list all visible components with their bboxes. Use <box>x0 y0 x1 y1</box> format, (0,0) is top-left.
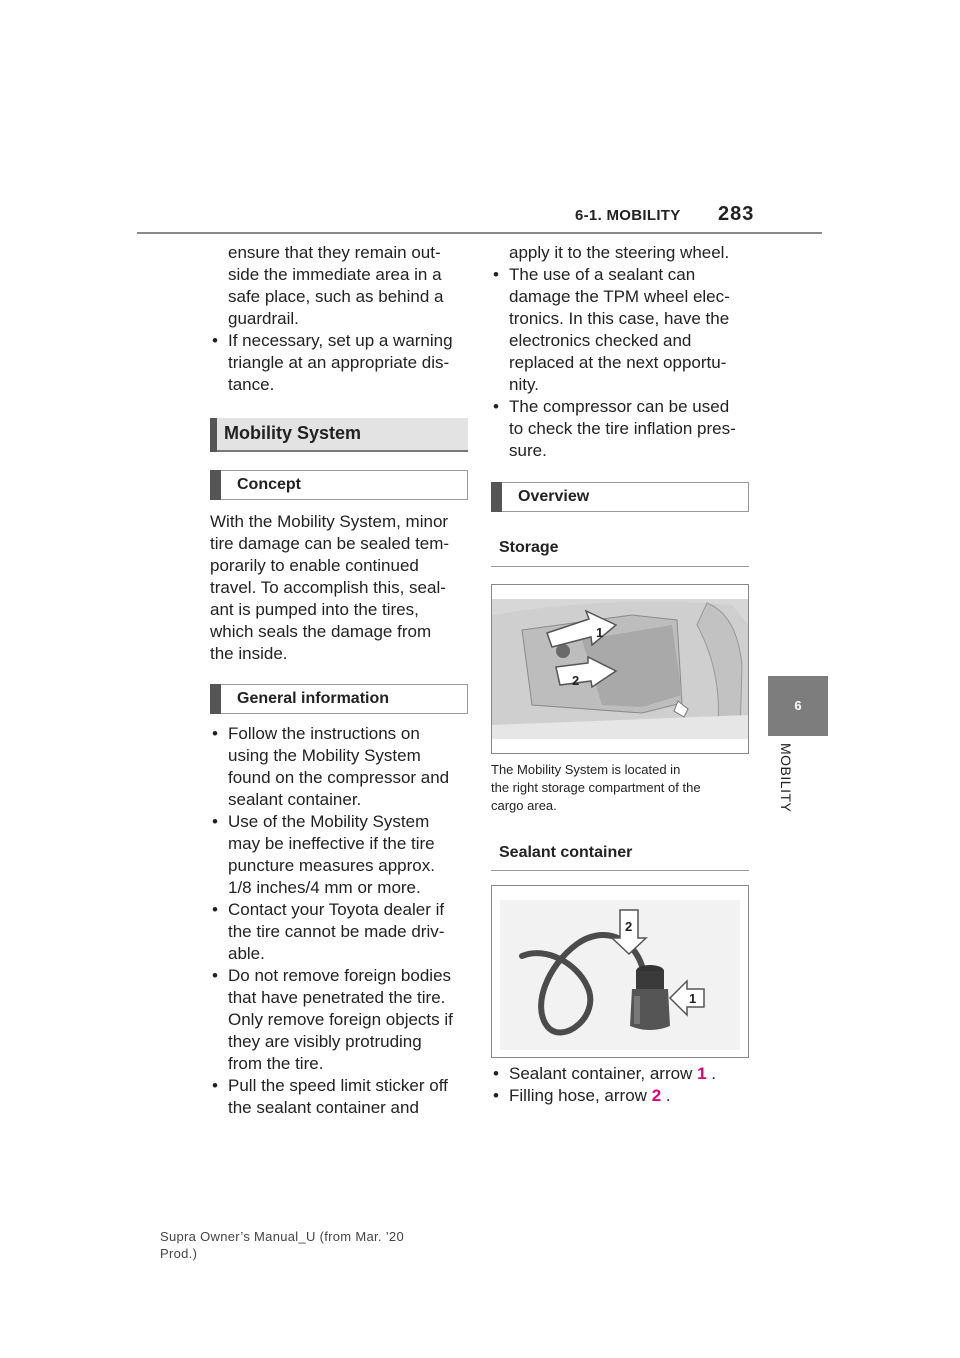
ref-number: 2 <box>651 1086 662 1105</box>
cargo-area-illustration <box>492 585 748 753</box>
heading-marker <box>210 684 221 714</box>
section-title: 6-1. MOBILITY <box>575 207 681 224</box>
heading-general-information <box>210 684 468 714</box>
list-item-text: Sealant container, arrow <box>509 1064 693 1083</box>
subheading-storage: Storage <box>499 539 559 556</box>
heading-overview-label: Overview <box>518 488 590 505</box>
right-bullet-list <box>491 264 759 462</box>
list-item-end: . <box>711 1064 717 1083</box>
list-item <box>491 1085 759 1107</box>
list-item-end: . <box>665 1086 671 1105</box>
heading-mobility-system <box>210 418 468 452</box>
storage-figure <box>491 584 749 754</box>
arrow-1-label: 1 <box>689 991 697 1006</box>
header-rule <box>137 232 822 234</box>
list-item: • Contact your Toyota dealer if the tire cannot be made driv- able. <box>210 899 468 965</box>
heading-concept <box>210 470 468 500</box>
chapter-tab-number: 6 <box>794 698 802 713</box>
continued-paragraph: ensure that they remain out- side the immediate area in a safe place, such as behind a guardrail. <box>228 243 444 328</box>
list-item-text: Filling hose, arrow <box>509 1086 647 1105</box>
sealant-figure <box>491 885 749 1058</box>
arrow-1-label: 1 <box>596 625 604 640</box>
subheading-sealant-container: Sealant container <box>499 844 633 861</box>
subheading-rule <box>491 566 749 567</box>
storage-caption: The Mobility System is located in the right storage compartment of the cargo area. <box>491 762 701 813</box>
chapter-tab-label-wrap <box>768 743 798 833</box>
bullet-warning-triangle: • If necessary, set up a warning triangle at an appropriate dis- tance. <box>210 330 468 396</box>
sealant-bottle-icon <box>630 965 670 1030</box>
arrow-2-label: 2 <box>572 673 580 688</box>
heading-marker <box>491 482 502 512</box>
sealant-parts-list <box>491 1063 759 1107</box>
list-item: • Do not remove foreign bodies that have penetrated the tire. Only remove foreign objects if they are visibly protruding from the tire. <box>210 965 468 1075</box>
list-item <box>491 1063 759 1085</box>
general-bullet-list <box>210 723 468 1119</box>
page-number: 283 <box>718 203 755 225</box>
subheading-rule <box>491 870 749 871</box>
heading-marker <box>210 470 221 500</box>
list-item: • The use of a sealant can damage the TPM wheel elec- tronics. In this case, have the electronics checked and replaced at the next opportu- nity. <box>491 264 759 396</box>
ref-number: 1 <box>697 1064 707 1083</box>
heading-marker <box>210 418 217 452</box>
chapter-tab-label: MOBILITY <box>778 743 794 813</box>
heading-general-information-label: General information <box>237 690 390 707</box>
sealant-container-illustration <box>492 886 748 1057</box>
list-item: • Follow the instructions on using the Mobility System found on the compressor and sealant container. <box>210 723 468 811</box>
arrow-2-label: 2 <box>625 919 633 934</box>
heading-mobility-system-label: Mobility System <box>224 423 362 443</box>
heading-concept-label: Concept <box>237 476 301 493</box>
continued-paragraph-right: apply it to the steering wheel. <box>509 243 730 262</box>
concept-paragraph: With the Mobility System, minor tire damage can be sealed tem- porarily to enable continued travel. To accomplish this, seal- ant is pumped into the tires, which seals the damage from the inside. <box>210 512 450 663</box>
list-item: • Pull the speed limit sticker off the sealant container and <box>210 1075 468 1119</box>
list-item: • The compressor can be used to check the tire inflation pres- sure. <box>491 396 759 462</box>
heading-overview <box>491 482 749 512</box>
footer-text: Supra Owner’s Manual_U (from Mar. ’20 Prod.) <box>160 1229 404 1261</box>
list-item: • Use of the Mobility System may be ineffective if the tire puncture measures approx. 1/8 inches/4 mm or more. <box>210 811 468 899</box>
